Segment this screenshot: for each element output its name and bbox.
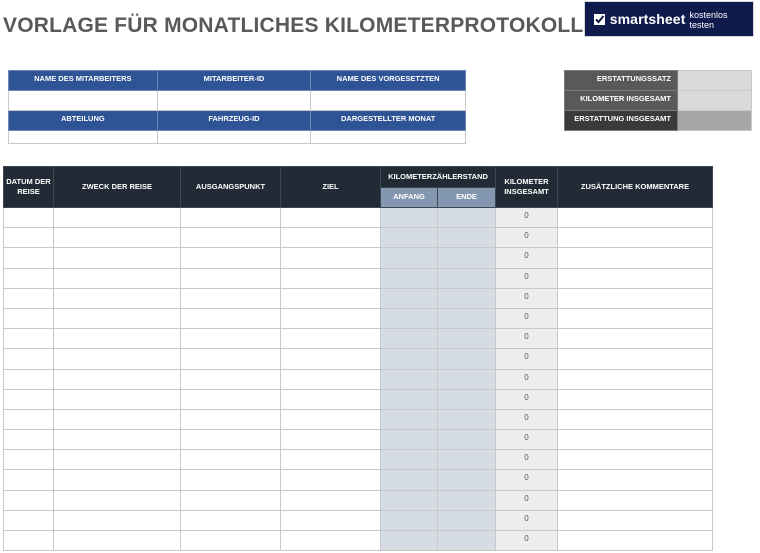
destination-cell[interactable] xyxy=(281,409,381,429)
odometer-end-cell[interactable] xyxy=(438,268,496,288)
odometer-end-cell[interactable] xyxy=(438,369,496,389)
odometer-start-cell[interactable] xyxy=(381,248,438,268)
comments-cell[interactable] xyxy=(558,369,713,389)
origin-cell[interactable] xyxy=(181,369,281,389)
odometer-start-cell[interactable] xyxy=(381,228,438,248)
purpose-cell[interactable] xyxy=(54,208,181,228)
destination-cell[interactable] xyxy=(281,470,381,490)
col-total-km: KILOMETER INSGESAMT xyxy=(496,167,558,208)
department-label: ABTEILUNG xyxy=(9,111,158,131)
purpose-cell[interactable] xyxy=(54,268,181,288)
destination-cell[interactable] xyxy=(281,531,381,551)
comments-cell[interactable] xyxy=(558,490,713,510)
origin-cell[interactable] xyxy=(181,248,281,268)
purpose-cell[interactable] xyxy=(54,288,181,308)
total-reimbursement-value xyxy=(678,111,752,131)
date-cell[interactable] xyxy=(4,308,54,328)
purpose-cell[interactable] xyxy=(54,531,181,551)
destination-cell[interactable] xyxy=(281,450,381,470)
comments-cell[interactable] xyxy=(558,409,713,429)
col-origin: AUSGANGSPUNKT xyxy=(181,167,281,208)
purpose-cell[interactable] xyxy=(54,329,181,349)
odometer-end-cell[interactable] xyxy=(438,349,496,369)
table-row xyxy=(4,510,713,530)
table-row xyxy=(4,208,713,228)
month-field[interactable] xyxy=(311,131,466,144)
purpose-cell[interactable] xyxy=(54,510,181,530)
total-km-cell: 0 xyxy=(496,531,558,551)
comments-cell[interactable] xyxy=(558,288,713,308)
employee-name-field[interactable] xyxy=(9,91,158,111)
destination-cell[interactable] xyxy=(281,349,381,369)
date-cell[interactable] xyxy=(4,531,54,551)
col-comments: ZUSÄTZLICHE KOMMENTARE xyxy=(558,167,713,208)
comments-cell[interactable] xyxy=(558,228,713,248)
purpose-cell[interactable] xyxy=(54,430,181,450)
odometer-end-cell[interactable] xyxy=(438,531,496,551)
destination-cell[interactable] xyxy=(281,228,381,248)
table-row xyxy=(4,409,713,429)
purpose-cell[interactable] xyxy=(54,308,181,328)
comments-cell[interactable] xyxy=(558,389,713,409)
total-reimbursement-label: ERSTATTUNG INSGESAMT xyxy=(565,111,678,131)
odometer-end-cell[interactable] xyxy=(438,470,496,490)
reimbursement-summary xyxy=(564,70,752,131)
table-row xyxy=(4,490,713,510)
total-km-cell: 0 xyxy=(496,248,558,268)
comments-cell[interactable] xyxy=(558,349,713,369)
date-cell[interactable] xyxy=(4,248,54,268)
origin-cell[interactable] xyxy=(181,531,281,551)
date-cell[interactable] xyxy=(4,208,54,228)
comments-cell[interactable] xyxy=(558,308,713,328)
destination-cell[interactable] xyxy=(281,430,381,450)
date-cell[interactable] xyxy=(4,329,54,349)
total-km-cell: 0 xyxy=(496,450,558,470)
purpose-cell[interactable] xyxy=(54,389,181,409)
total-km-cell: 0 xyxy=(496,208,558,228)
destination-cell[interactable] xyxy=(281,389,381,409)
odometer-end-cell[interactable] xyxy=(438,510,496,530)
odometer-start-cell[interactable] xyxy=(381,510,438,530)
comments-cell[interactable] xyxy=(558,329,713,349)
total-km-cell: 0 xyxy=(496,349,558,369)
comments-cell[interactable] xyxy=(558,248,713,268)
col-date: DATUM DER REISE xyxy=(4,167,54,208)
checkbox-check-icon xyxy=(594,14,605,25)
date-cell[interactable] xyxy=(4,450,54,470)
odometer-end-cell[interactable] xyxy=(438,208,496,228)
total-km-cell: 0 xyxy=(496,288,558,308)
odometer-end-cell[interactable] xyxy=(438,409,496,429)
brand-name: smartsheet xyxy=(609,11,686,27)
destination-cell[interactable] xyxy=(281,510,381,530)
origin-cell[interactable] xyxy=(181,268,281,288)
odometer-end-cell[interactable] xyxy=(438,389,496,409)
destination-cell[interactable] xyxy=(281,248,381,268)
date-cell[interactable] xyxy=(4,349,54,369)
destination-cell[interactable] xyxy=(281,268,381,288)
origin-cell[interactable] xyxy=(181,389,281,409)
odometer-end-cell[interactable] xyxy=(438,450,496,470)
date-cell[interactable] xyxy=(4,409,54,429)
odometer-start-cell[interactable] xyxy=(381,490,438,510)
total-km-cell: 0 xyxy=(496,510,558,530)
odometer-start-cell[interactable] xyxy=(381,308,438,328)
comments-cell[interactable] xyxy=(558,208,713,228)
col-odometer: KILOMETERZÄHLERSTAND xyxy=(381,167,496,188)
odometer-start-cell[interactable] xyxy=(381,470,438,490)
col-odometer-start: ANFANG xyxy=(381,187,438,208)
col-purpose: ZWECK DER REISE xyxy=(54,167,181,208)
smartsheet-cta-banner[interactable] xyxy=(584,1,754,37)
total-km-cell: 0 xyxy=(496,228,558,248)
month-label: DARGESTELLTER MONAT xyxy=(311,111,466,131)
origin-cell[interactable] xyxy=(181,228,281,248)
origin-cell[interactable] xyxy=(181,329,281,349)
odometer-start-cell[interactable] xyxy=(381,208,438,228)
supervisor-name-field[interactable] xyxy=(311,91,466,111)
employee-id-field[interactable] xyxy=(157,91,311,111)
purpose-cell[interactable] xyxy=(54,490,181,510)
origin-cell[interactable] xyxy=(181,308,281,328)
destination-cell[interactable] xyxy=(281,490,381,510)
purpose-cell[interactable] xyxy=(54,228,181,248)
date-cell[interactable] xyxy=(4,510,54,530)
table-row xyxy=(4,308,713,328)
comments-cell[interactable] xyxy=(558,510,713,530)
origin-cell[interactable] xyxy=(181,470,281,490)
table-row xyxy=(4,349,713,369)
total-km-cell: 0 xyxy=(496,389,558,409)
total-km-cell: 0 xyxy=(496,490,558,510)
purpose-cell[interactable] xyxy=(54,470,181,490)
page-title: VORLAGE FÜR MONATLICHES KILOMETERPROTOKOLL xyxy=(3,14,584,37)
total-km-cell: 0 xyxy=(496,470,558,490)
origin-cell[interactable] xyxy=(181,288,281,308)
table-row xyxy=(4,248,713,268)
employee-id-label: MITARBEITER-ID xyxy=(157,71,311,91)
comments-cell[interactable] xyxy=(558,430,713,450)
mileage-log-table xyxy=(3,166,713,551)
origin-cell[interactable] xyxy=(181,430,281,450)
purpose-cell[interactable] xyxy=(54,409,181,429)
total-km-cell: 0 xyxy=(496,308,558,328)
employee-info-table xyxy=(8,70,466,144)
origin-cell[interactable] xyxy=(181,349,281,369)
comments-cell[interactable] xyxy=(558,450,713,470)
odometer-start-cell[interactable] xyxy=(381,531,438,551)
purpose-cell[interactable] xyxy=(54,248,181,268)
odometer-start-cell[interactable] xyxy=(381,450,438,470)
date-cell[interactable] xyxy=(4,490,54,510)
total-km-cell: 0 xyxy=(496,430,558,450)
vehicle-id-label: FAHRZEUG-ID xyxy=(157,111,311,131)
comments-cell[interactable] xyxy=(558,268,713,288)
odometer-start-cell[interactable] xyxy=(381,369,438,389)
supervisor-name-label: NAME DES VORGESETZTEN xyxy=(311,71,466,91)
employee-name-label: NAME DES MITARBEITERS xyxy=(9,71,158,91)
odometer-start-cell[interactable] xyxy=(381,409,438,429)
origin-cell[interactable] xyxy=(181,450,281,470)
date-cell[interactable] xyxy=(4,369,54,389)
table-row xyxy=(4,450,713,470)
date-cell[interactable] xyxy=(4,430,54,450)
rate-label: ERSTATTUNGSSATZ xyxy=(565,71,678,91)
origin-cell[interactable] xyxy=(181,409,281,429)
destination-cell[interactable] xyxy=(281,208,381,228)
odometer-start-cell[interactable] xyxy=(381,268,438,288)
department-field[interactable] xyxy=(9,131,158,144)
trial-link[interactable]: kostenlos testen xyxy=(689,10,728,30)
col-destination: ZIEL xyxy=(281,167,381,208)
table-row xyxy=(4,228,713,248)
total-km-label: KILOMETER INSGESAMT xyxy=(565,91,678,111)
table-row xyxy=(4,389,713,409)
vehicle-id-field[interactable] xyxy=(157,131,311,144)
table-row xyxy=(4,268,713,288)
odometer-end-cell[interactable] xyxy=(438,248,496,268)
date-cell[interactable] xyxy=(4,389,54,409)
destination-cell[interactable] xyxy=(281,369,381,389)
odometer-end-cell[interactable] xyxy=(438,288,496,308)
date-cell[interactable] xyxy=(4,228,54,248)
table-row xyxy=(4,531,713,551)
table-row xyxy=(4,288,713,308)
date-cell[interactable] xyxy=(4,268,54,288)
odometer-start-cell[interactable] xyxy=(381,389,438,409)
odometer-end-cell[interactable] xyxy=(438,308,496,328)
odometer-start-cell[interactable] xyxy=(381,430,438,450)
rate-field[interactable] xyxy=(678,71,752,91)
destination-cell[interactable] xyxy=(281,308,381,328)
col-odometer-end: ENDE xyxy=(438,187,496,208)
purpose-cell[interactable] xyxy=(54,349,181,369)
total-km-cell: 0 xyxy=(496,369,558,389)
odometer-start-cell[interactable] xyxy=(381,349,438,369)
total-km-cell: 0 xyxy=(496,268,558,288)
table-row xyxy=(4,430,713,450)
total-km-cell: 0 xyxy=(496,409,558,429)
table-row xyxy=(4,369,713,389)
purpose-cell[interactable] xyxy=(54,450,181,470)
purpose-cell[interactable] xyxy=(54,369,181,389)
destination-cell[interactable] xyxy=(281,329,381,349)
odometer-end-cell[interactable] xyxy=(438,490,496,510)
origin-cell[interactable] xyxy=(181,208,281,228)
destination-cell[interactable] xyxy=(281,288,381,308)
date-cell[interactable] xyxy=(4,470,54,490)
odometer-end-cell[interactable] xyxy=(438,329,496,349)
comments-cell[interactable] xyxy=(558,470,713,490)
odometer-end-cell[interactable] xyxy=(438,430,496,450)
odometer-start-cell[interactable] xyxy=(381,329,438,349)
odometer-end-cell[interactable] xyxy=(438,228,496,248)
table-row xyxy=(4,329,713,349)
total-km-cell: 0 xyxy=(496,329,558,349)
origin-cell[interactable] xyxy=(181,490,281,510)
total-km-value xyxy=(678,91,752,111)
origin-cell[interactable] xyxy=(181,510,281,530)
odometer-start-cell[interactable] xyxy=(381,288,438,308)
comments-cell[interactable] xyxy=(558,531,713,551)
table-row xyxy=(4,470,713,490)
date-cell[interactable] xyxy=(4,288,54,308)
